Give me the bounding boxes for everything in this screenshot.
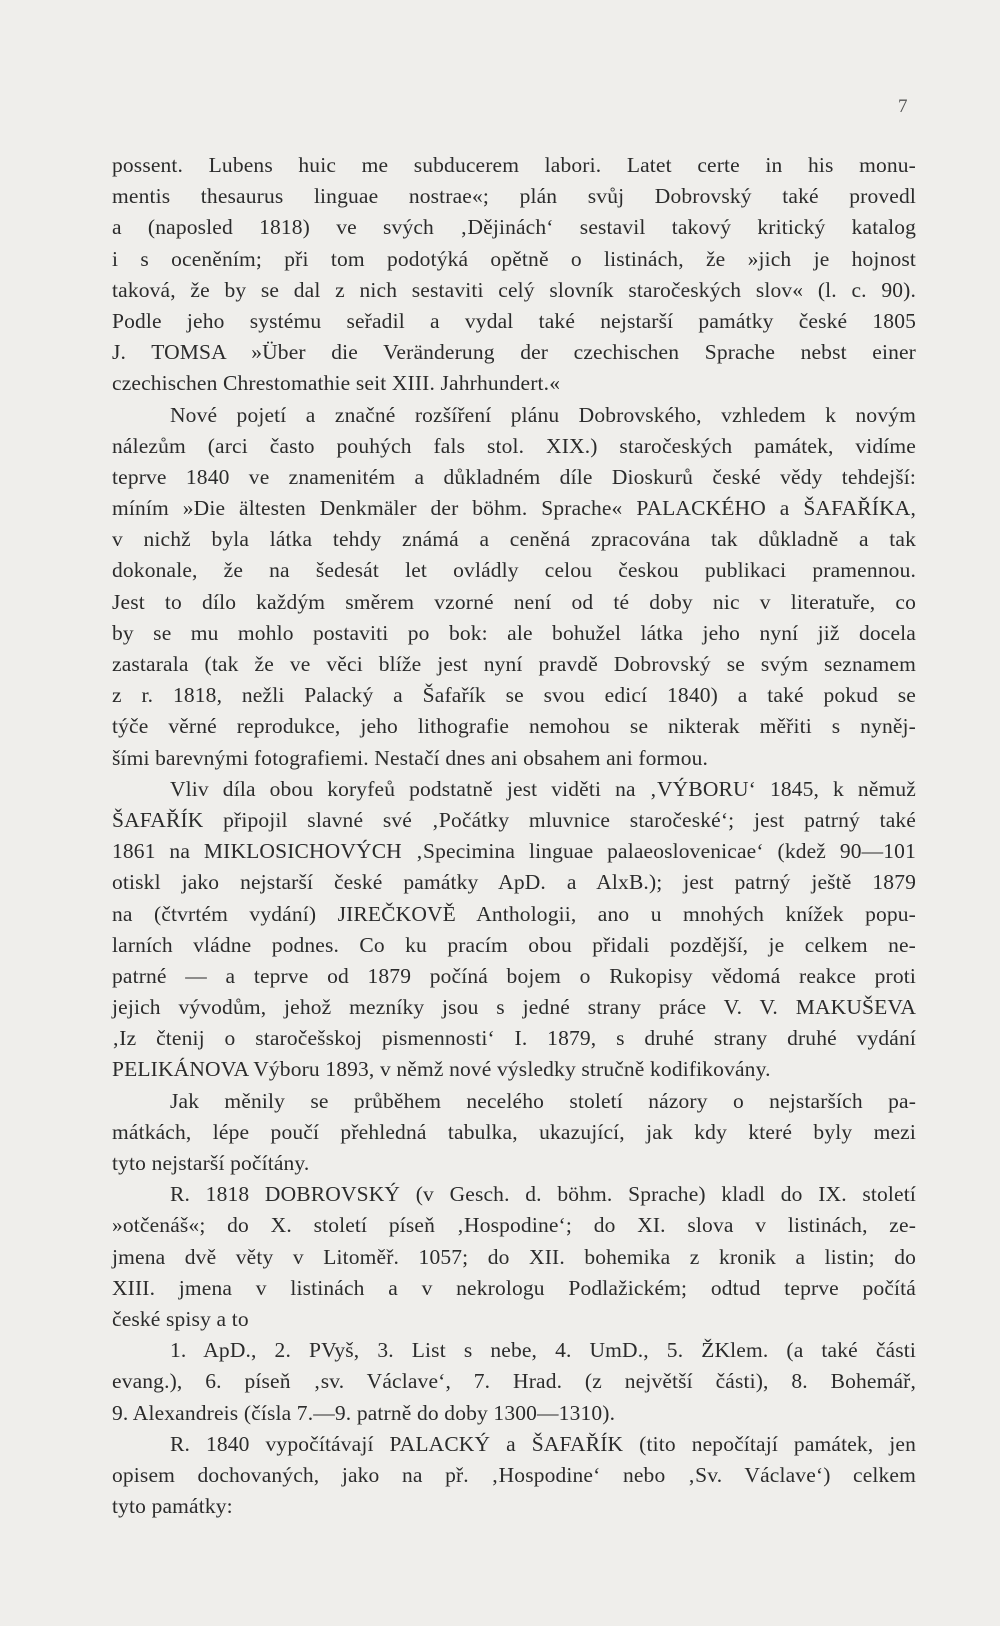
text-line: na (čtvrtém vydání) JIREČKOVĚ Anthologii, ano u mnohých knížek popu- xyxy=(112,901,916,926)
text-line: zastarala (tak že ve věci blíže jest nyní pravdě Dobrovský se svým seznamem xyxy=(112,652,916,676)
text-line: mentis thesaurus linguae nostrae«; plán svůj Dobrovský také provedl xyxy=(112,184,916,209)
text-line: Vliv díla obou koryfeů podstatně jest viděti na ‚VÝBORU‘ 1845, k němuž xyxy=(170,776,916,801)
text-line: PELIKÁNOVA Výboru 1893, v němž nové výsledky stručně kodifikovány. xyxy=(112,1057,771,1082)
text-line: possent. Lubens huic me subducerem labori. Latet certe in his monu- xyxy=(112,153,916,177)
text-line: 1. ApD., 2. PVyš, 3. List s nebe, 4. UmD., 5. ŽKlem. (a také části xyxy=(170,1338,916,1363)
text-line: 9. Alexandreis (čísla 7.—9. patrně do doby 1300—1310). xyxy=(112,1400,616,1425)
text-line: tyto památky: xyxy=(112,1494,233,1519)
text-line: by se mu mohlo postaviti po bok: ale bohužel látka jeho nyní již docela xyxy=(112,620,916,645)
text-line: Jest to dílo každým směrem vzorné není od té doby nic v literatuře, co xyxy=(112,589,916,614)
text-line: jmena dvě věty v Litoměř. 1057; do XII. bohemika z kronik a listin; do xyxy=(112,1244,916,1269)
text-line: larních vládne podnes. Co ku pracím obou přidali pozdější, je celkem ne- xyxy=(112,932,916,957)
text-line: J. TOMSA »Über die Veränderung der czechischen Sprache nebst einer xyxy=(112,340,916,365)
text-line: týče věrné reprodukce, jeho lithografie nemohou se nikterak měřiti s nyněj- xyxy=(112,714,916,739)
text-line: teprve 1840 ve znamenitém a důkladném díle Dioskurů české vědy tehdejší: xyxy=(112,464,916,489)
text-line: z r. 1818, nežli Palacký a Šafařík se svou edicí 1840) a také pokud se xyxy=(112,683,916,708)
text-line: v nichž byla látka tehdy známá a ceněná zpracována tak důkladně a tak xyxy=(112,527,916,552)
text-line: Podle jeho systému seřadil a vydal také nejstarší památky české 1805 xyxy=(112,308,916,333)
text-line: czechischen Chrestomathie seit XIII. Jahrhundert.« xyxy=(112,371,561,396)
text-line: XIII. jmena v listinách a v nekrologu Podlažickém; odtud teprve počítá xyxy=(112,1275,916,1300)
text-line: míním »Die ältesten Denkmäler der böhm. Sprache« PALACKÉHO a ŠAFAŘÍKA, xyxy=(112,496,916,521)
text-line: evang.), 6. píseň ‚sv. Václave‘, 7. Hrad. (z největší části), 8. Bohemář, xyxy=(112,1369,916,1394)
text-line: R. 1840 vypočítávají PALACKÝ a ŠAFAŘÍK (tito nepočítají památek, jen xyxy=(170,1431,916,1456)
text-line: otiskl jako nejstarší české památky ApD. a AlxB.); jest patrný ještě 1879 xyxy=(112,870,916,895)
text-line: ŠAFAŘÍK připojil slavné své ‚Počátky mluvnice staročeské‘; jest patrný také xyxy=(112,807,916,832)
text-line: taková, že by se dal z nich sestaviti celý slovník staročeských slov« (l. c. 90). xyxy=(112,277,916,302)
text-line: mátkách, lépe poučí přehledná tabulka, ukazující, jak kdy které byly mezi xyxy=(112,1119,916,1144)
page-number: 7 xyxy=(898,96,908,117)
text-line: 1861 na MIKLOSICHOVÝCH ‚Specimina linguae palaeoslovenicae‘ (kdež 90—101 xyxy=(112,839,916,864)
text-line: nálezům (arci často pouhých fals stol. XIX.) staročeských památek, vidíme xyxy=(112,433,916,458)
text-line: i s oceněním; při tom podotýká opětně o listinách, že »jich je hojnost xyxy=(112,246,916,271)
text-line: Jak měnily se průběhem necelého století názory o nejstarších pa- xyxy=(170,1088,916,1113)
text-line: »otčenáš«; do X. století píseň ‚Hospodine‘; do XI. slova v listinách, ze- xyxy=(112,1213,916,1238)
text-line: Nové pojetí a značné rozšíření plánu Dobrovského, vzhledem k novým xyxy=(170,402,916,427)
text-line: jejich vývodům, jehož mezníky jsou s jedné strany práce V. V. MAKUŠEVA xyxy=(112,995,916,1020)
text-line: opisem dochovaných, jako na př. ‚Hospodine‘ nebo ‚Sv. Václave‘) celkem xyxy=(112,1462,916,1487)
text-line: dokonale, že na šedesát let ovládly celou českou publikaci pramennou. xyxy=(112,558,916,583)
text-line: šími barevnými fotografiemi. Nestačí dnes ani obsahem ani formou. xyxy=(112,745,709,770)
text-line: ‚Iz čtenij o staročešskoj pismennosti‘ I. 1879, s druhé strany druhé vydání xyxy=(112,1026,916,1051)
text-line: R. 1818 DOBROVSKÝ (v Gesch. d. böhm. Sprache) kladl do IX. století xyxy=(170,1182,916,1207)
text-line: české spisy a to xyxy=(112,1306,249,1331)
body-text xyxy=(112,150,916,1522)
text-line: a (naposled 1818) ve svých ‚Dějinách‘ sestavil takový kritický katalog xyxy=(112,215,916,240)
text-line: patrné — a teprve od 1879 počíná bojem o Rukopisy vědomá reakce proti xyxy=(112,963,916,988)
text-line: tyto nejstarší počítány. xyxy=(112,1151,310,1175)
